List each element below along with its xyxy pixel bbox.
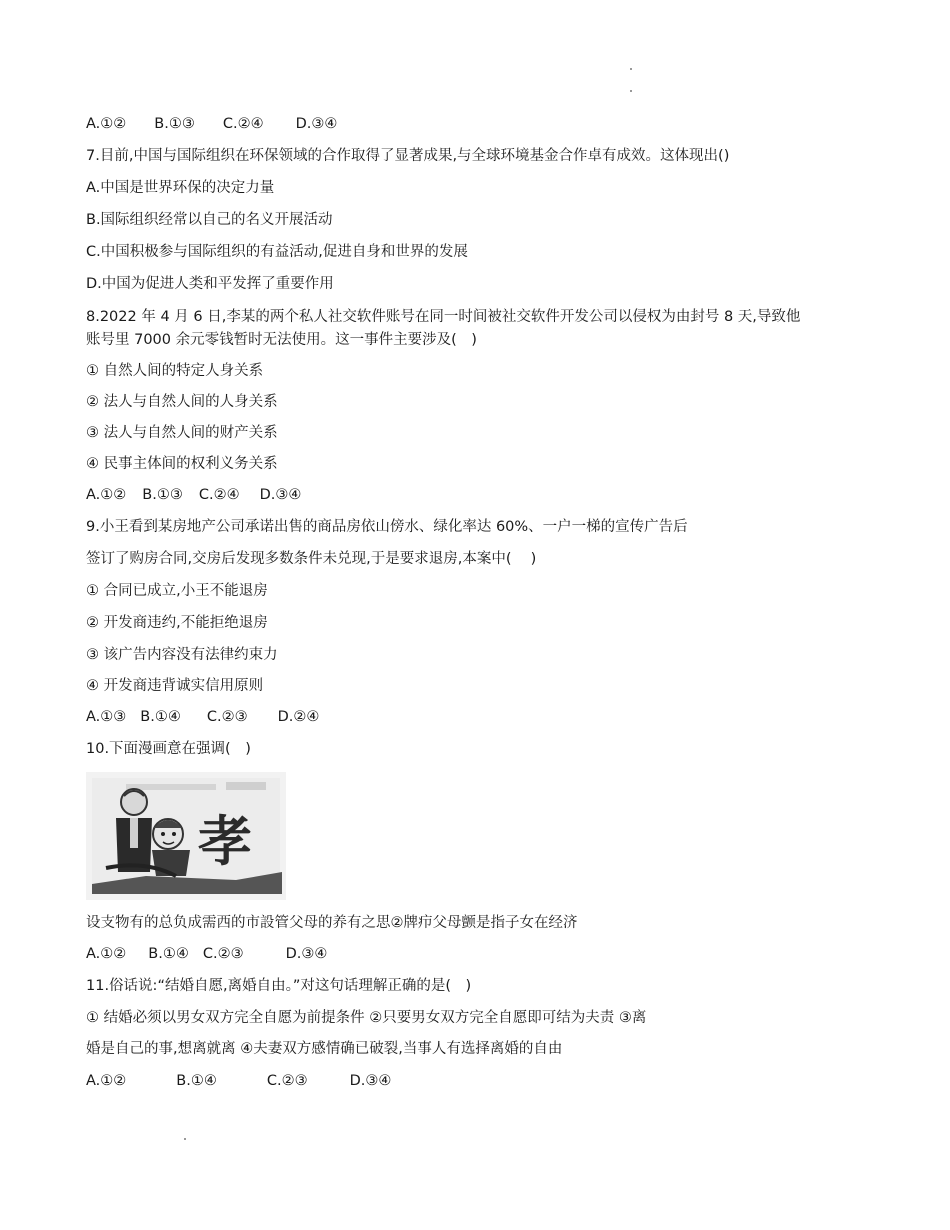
q10-option-a: A.①②: [86, 946, 127, 962]
q7-choice-d: D.中国为促进人类和平发挥了重要作用: [86, 276, 334, 292]
q10-option-c: C.②③: [202, 946, 244, 962]
q9-options: [86, 707, 319, 727]
q9-stem-line1: 9.小王看到某房地产公司承诺出售的商品房依山傍水、绿化率达 60%、一户一梯的宣传广告后: [86, 519, 688, 535]
q10-comic-character: 孝: [198, 810, 252, 873]
q9-stem-line2: 签订了购房合同,交房后发现多数条件未兑现,于是要求退房,本案中( ): [86, 551, 537, 567]
q11-option-b: B.①④: [176, 1073, 217, 1089]
q9-option-b: B.①④: [140, 709, 181, 725]
q8-item-1: ① 自然人间的特定人身关系: [86, 363, 264, 379]
q6-option-d: D.③④: [295, 116, 338, 132]
q8-stem-line2: 账号里 7000 余元零钱暂时无法使用。这一事件主要涉及( ): [86, 332, 477, 348]
q11-items-line1: ① 结婚必须以男女双方完全自愿为前提条件 ②只要男女双方完全自愿即可结为夫责 ③离: [86, 1010, 647, 1026]
q8-item-2: ② 法人与自然人间的人身关系: [86, 394, 278, 410]
q6-option-b: B.①③: [154, 116, 195, 132]
q8-option-d: D.③④: [259, 487, 302, 503]
scan-speck: [630, 68, 632, 70]
scan-speck: [184, 1138, 186, 1140]
q10-option-b: B.①④: [148, 946, 189, 962]
q11-items-line2: 婚是自己的事,想离就离 ④夫妻双方感情确已破裂,当事人有选择离婚的自由: [86, 1041, 563, 1057]
q9-item-3: ③ 该广告内容没有法律约束力: [86, 647, 278, 663]
q8-option-c: C.②④: [198, 487, 240, 503]
q10-comic-drawing: [86, 772, 286, 900]
q8-options: [86, 485, 301, 505]
q8-item-4: ④ 民事主体间的权利义务关系: [86, 456, 278, 472]
q9-item-4: ④ 开发商违背诚实信用原则: [86, 678, 264, 694]
q9-option-d: D.②④: [277, 709, 320, 725]
q7-stem: 7.目前,中国与国际组织在环保领域的合作取得了显著成果,与全球环境基金合作卓有成效。这体现出(): [86, 148, 730, 164]
q11-options: [86, 1071, 391, 1091]
q10-options: [86, 944, 327, 964]
q10-comic-image: [86, 772, 286, 900]
q11-option-d: D.③④: [349, 1073, 392, 1089]
q7-choice-b: B.国际组织经常以自己的名义开展活动: [86, 212, 333, 228]
q11-stem: 11.俗话说:“结婚自愿,离婚自由。”对这句话理解正确的是( ): [86, 978, 472, 994]
q8-item-3: ③ 法人与自然人间的财产关系: [86, 425, 278, 441]
q7-choice-c: C.中国积极参与国际组织的有益活动,促进自身和世界的发展: [86, 244, 468, 260]
q6-option-a: A.①②: [86, 116, 127, 132]
q9-item-1: ① 合同已成立,小王不能退房: [86, 583, 268, 599]
q6-option-c: C.②④: [222, 116, 264, 132]
scan-speck: [630, 90, 632, 92]
q11-option-a: A.①②: [86, 1073, 127, 1089]
q10-garbled-line: 设支物有的总负成需西的市設管父母的养有之思②牌疖父母颤是指子女在经济: [86, 915, 578, 931]
q9-option-c: C.②③: [206, 709, 248, 725]
q10-option-d: D.③④: [285, 946, 328, 962]
q7-choice-a: A.中国是世界环保的决定力量: [86, 180, 275, 196]
q9-option-a: A.①③: [86, 709, 127, 725]
q8-stem-line1: 8.2022 年 4 月 6 日,李某的两个私人社交软件账号在同一时间被社交软件开发公司以侵权为由封号 8 天,导致他: [86, 309, 801, 325]
q8-option-a: A.①②: [86, 487, 127, 503]
q11-option-c: C.②③: [266, 1073, 308, 1089]
q8-option-b: B.①③: [142, 487, 183, 503]
q9-item-2: ② 开发商违约,不能拒绝退房: [86, 615, 268, 631]
q10-stem: 10.下面漫画意在强调( ): [86, 741, 251, 757]
q6-options: [86, 114, 337, 134]
